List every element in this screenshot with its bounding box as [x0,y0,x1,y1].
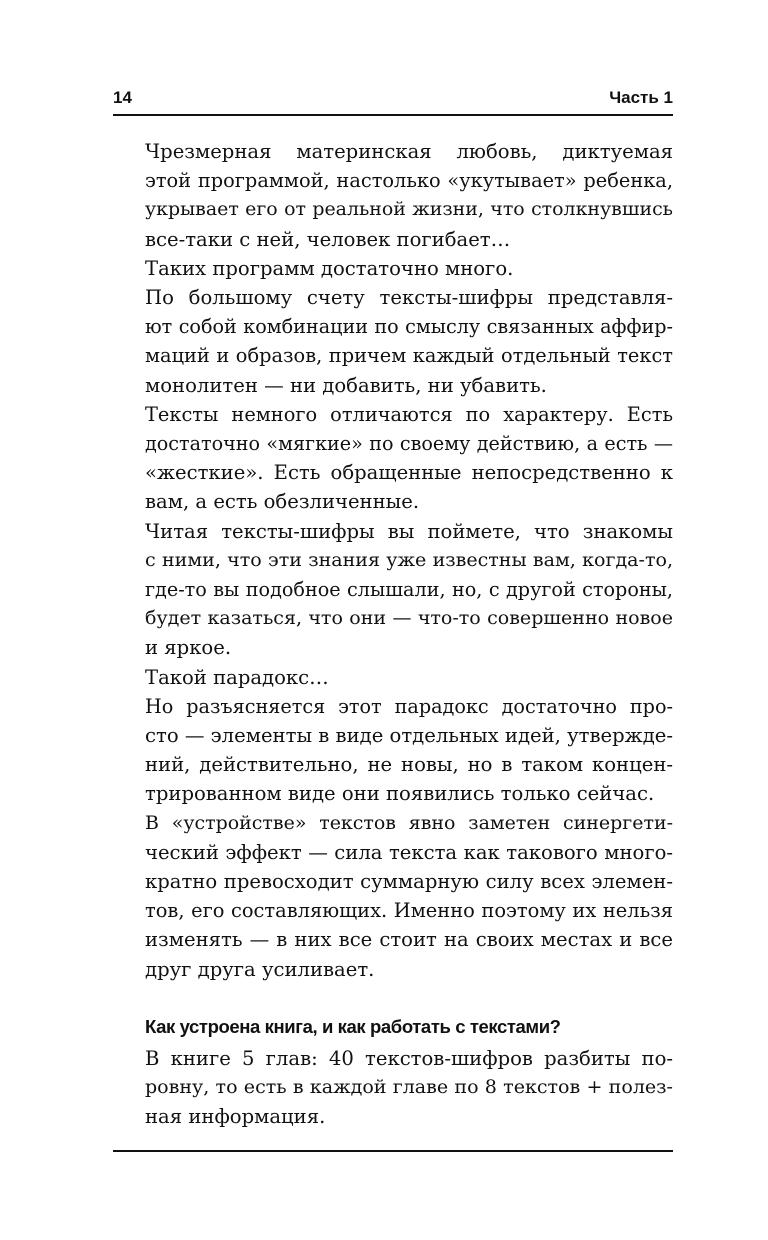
footer-rule [113,1150,673,1152]
paragraph [113,283,673,400]
paragraph [113,1044,673,1132]
text-line: трированном виде они появились только сейчас. [145,782,655,806]
text-line: ная информация. [145,1105,326,1129]
text-line: достаточно «мягкие» по своему действию, а есть — [145,432,673,456]
text-line: тов, его составляющих. Именно поэтому их нельзя [145,899,673,923]
text-line: монолитен — ни добавить, ни убавить. [145,373,547,397]
text-line: все-таки с ней, человек погибает… [145,227,511,251]
text-line: где-то вы подобное слышали, но, с другой стороны, [145,578,673,602]
text-line: В книге 5 глав: 40 текстов-шифров разбиты по- [145,1047,673,1070]
text-line: ровну, то есть в каждой главе по 8 текстов + полез- [145,1076,673,1099]
paragraph [113,254,673,283]
text-line: Такой парадокс… [145,665,329,689]
paragraph [113,400,673,517]
part-label: Часть 1 [609,88,673,107]
paragraph [113,663,673,692]
text-line: кратно превосходит суммарную силу всех элемен- [145,870,673,894]
text-line: ческий эффект — сила текста как такового много- [145,840,673,864]
running-header [113,84,673,116]
paragraph [113,692,673,809]
text-line: Чрезмерная материнская любовь, диктуемая [145,140,673,163]
text-line: ют собой комбинации по смыслу связанных аффир- [145,315,673,339]
text-line: В «устройстве» текстов явно заметен синергети- [145,811,673,834]
text-line: Тексты немного отличаются по характеру. Есть [145,402,673,426]
text-line: ний, действительно, не новы, но в таком концен- [145,753,673,777]
section-text [113,1044,673,1132]
paragraph [113,809,673,984]
paragraph [113,137,673,254]
text-line: этой программой, настолько «укутывает» ребенка, [145,169,673,193]
paragraph [113,517,673,663]
text-line: Но разъясняется этот парадокс достаточно про- [145,694,673,718]
text-line: вам, а есть обезличенные. [145,490,420,514]
text-line: сто — элементы в виде отдельных идей, утвержде- [145,724,673,748]
section-heading: Как устроена книга, и как работать с текстами? [145,1016,561,1037]
text-line: маций и образов, причем каждый отдельный текст [145,344,673,368]
text-line: изменять — в них все стоит на своих местах и все [145,928,673,952]
main-text [113,137,673,984]
text-line: укрывает его от реальной жизни, что столкнувшись [145,198,673,221]
text-line: и яркое. [145,636,232,660]
text-line: друг друга усиливает. [145,957,375,981]
text-line: По большому счету тексты-шифры представля- [145,286,673,310]
text-line: Таких программ достаточно много. [145,256,514,280]
text-line: Читая тексты-шифры вы поймете, что знакомы [145,519,673,543]
page-number: 14 [113,88,132,107]
text-line: с ними, что эти знания уже известны вам, когда-то, [145,548,673,571]
text-line: «жесткие». Есть обращенные непосредственно к [145,461,673,485]
text-line: будет казаться, что они — что-то совершенно новое [145,607,673,630]
